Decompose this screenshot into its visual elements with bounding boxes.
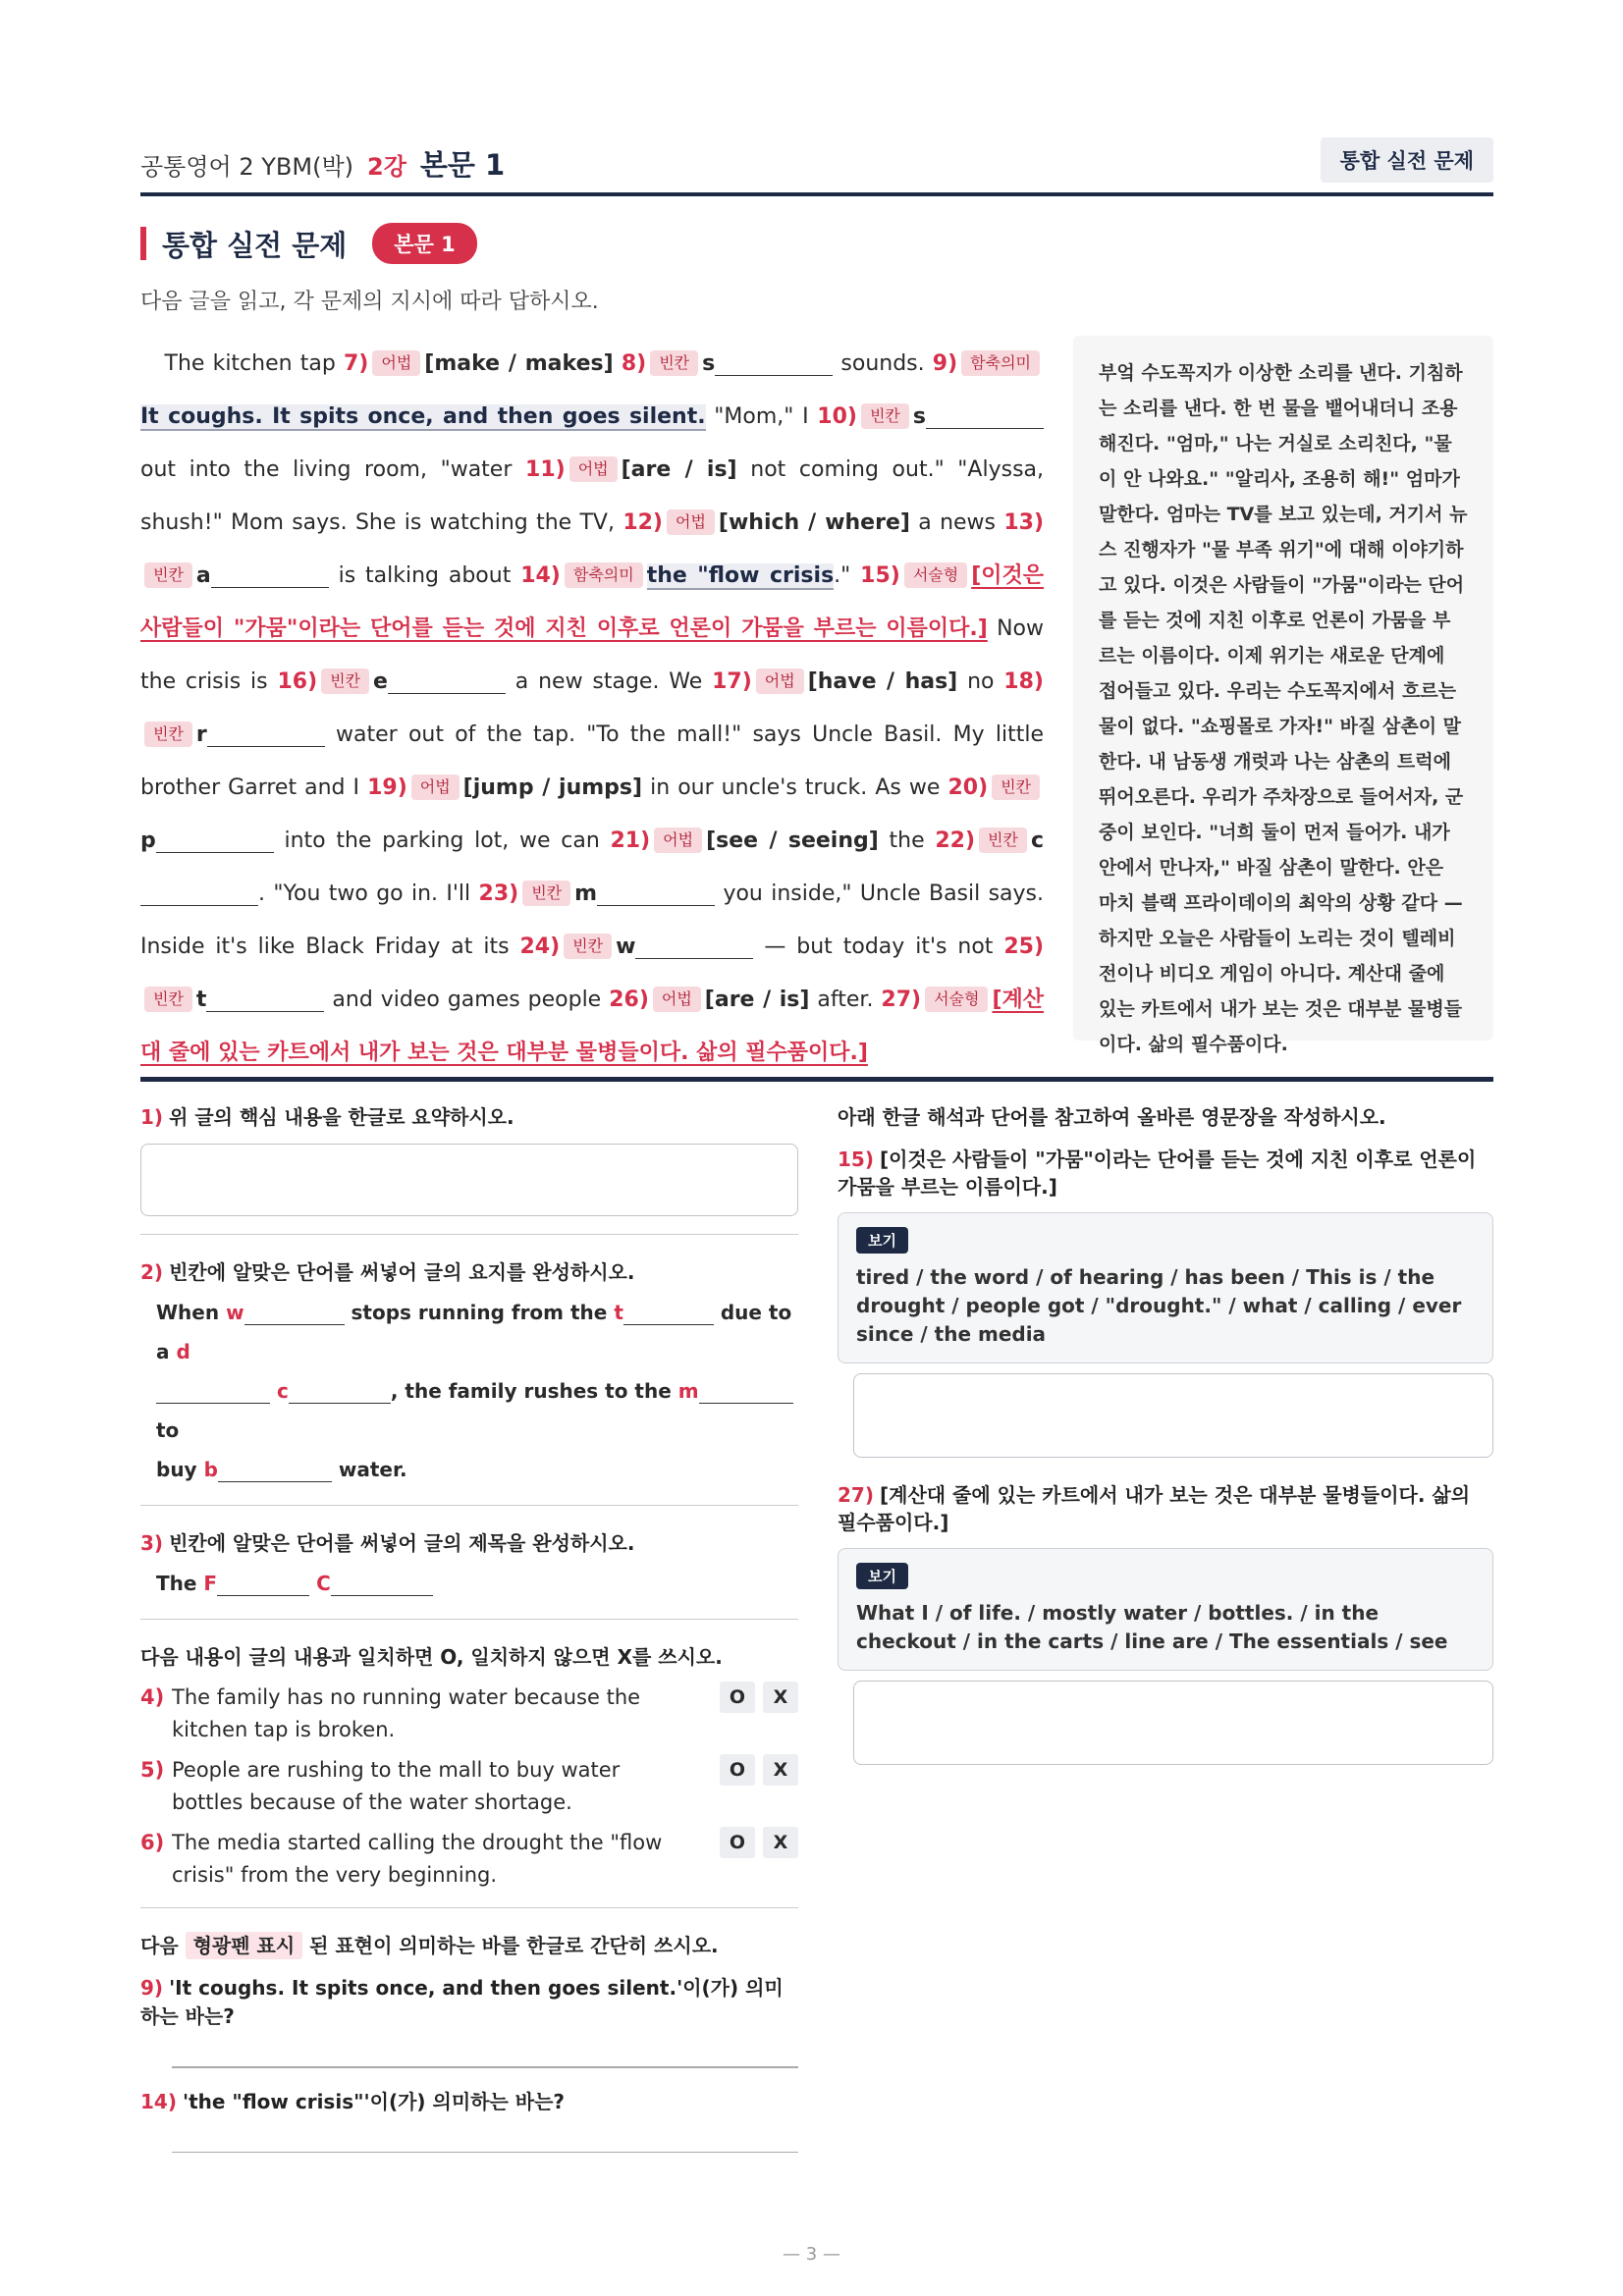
o-choice[interactable]: O bbox=[720, 1682, 755, 1713]
q-number: 22) bbox=[935, 828, 976, 853]
passage-segment: . "You two go in. I'll bbox=[258, 881, 471, 906]
q-number: 8) bbox=[621, 351, 647, 376]
ox-item-6 bbox=[140, 1827, 798, 1892]
answer-blank[interactable] bbox=[218, 1459, 332, 1482]
q-number: 23) bbox=[478, 881, 519, 906]
passage-segment: a news bbox=[918, 510, 996, 535]
grammar-tag: 어법 bbox=[569, 456, 618, 482]
ox-instruction: 다음 내용이 글의 내용과 일치하면 O, 일치하지 않으면 X를 쓰시오. bbox=[140, 1645, 723, 1669]
implied-tag: 함축의미 bbox=[565, 562, 643, 588]
grammar-choice: [are / is] bbox=[704, 988, 810, 1012]
blank-letter: F bbox=[203, 1572, 218, 1595]
part-title: 본문 1 bbox=[419, 148, 506, 182]
q-number: 9) bbox=[932, 351, 958, 376]
fill-word: When bbox=[156, 1301, 220, 1324]
q-number: 12) bbox=[622, 510, 663, 535]
answer-blank[interactable] bbox=[635, 937, 753, 959]
answer-blank[interactable] bbox=[207, 725, 325, 747]
ox-statement: People are rushing to the mall to buy water bottles because of the water shortage. bbox=[172, 1758, 621, 1814]
blank-tag: 빈칸 bbox=[992, 774, 1040, 800]
compose-instruction: 아래 한글 해석과 단어를 참고하여 올바른 영문장을 작성하시오. bbox=[838, 1105, 1386, 1129]
section-pill: 본문 1 bbox=[372, 223, 477, 264]
highlight-label: 형광펜 표시 bbox=[186, 1932, 303, 1959]
fill-word: due to a bbox=[156, 1301, 792, 1363]
ox-item-4 bbox=[140, 1682, 798, 1746]
blank-letter: b bbox=[203, 1458, 218, 1481]
passage-segment: Now the crisis is bbox=[140, 616, 1044, 694]
fill-word: to bbox=[156, 1418, 180, 1442]
grammar-choice: [make / makes] bbox=[424, 351, 614, 376]
answer-blank[interactable] bbox=[156, 1380, 270, 1404]
word-bank-15 bbox=[838, 1212, 1493, 1363]
grammar-choice: [see / seeing] bbox=[706, 828, 879, 853]
q-number: 14) bbox=[520, 563, 561, 588]
answer-blank[interactable] bbox=[597, 884, 715, 906]
instruction-text: 된 표현이 의미하는 바를 한글로 간단히 쓰시오. bbox=[309, 1934, 719, 1957]
answer-blank[interactable] bbox=[926, 407, 1044, 429]
question-2 bbox=[140, 1256, 798, 1285]
q-number: 1) bbox=[140, 1105, 164, 1129]
q-number: 17) bbox=[712, 669, 752, 694]
left-questions-column bbox=[140, 1101, 798, 2153]
bogi-label: 보기 bbox=[856, 1227, 908, 1254]
header-badge: 통합 실전 문제 bbox=[1321, 137, 1493, 183]
passage-segment: into the parking lot, we can bbox=[284, 828, 600, 853]
blank-letter: C bbox=[316, 1572, 331, 1595]
word-bank-words: tired / the word / of hearing / has been / This is / the drought / people got / "drought." / what / calling / ever since / the media bbox=[856, 1265, 1462, 1346]
korean-prompt: [계산대 줄에 있는 카트에서 내가 보는 것은 대부분 물병들이다. 삶의 필수품이다.] bbox=[140, 988, 1045, 1065]
passage-segment: sounds. bbox=[840, 351, 925, 376]
implied-tag: 함축의미 bbox=[961, 350, 1040, 376]
fill-word: water. bbox=[338, 1458, 407, 1481]
grammar-tag: 어법 bbox=[667, 509, 715, 535]
passage-segment: The kitchen tap bbox=[164, 351, 336, 376]
grammar-tag: 어법 bbox=[756, 668, 804, 694]
blank-tag: 빈칸 bbox=[144, 721, 192, 747]
blank-letter: c bbox=[276, 1379, 289, 1403]
word-bank-words: What I / of life. / mostly water / bottles. / in the checkout / in the carts / line are / The essentials / see bbox=[856, 1601, 1448, 1653]
answer-blank[interactable] bbox=[211, 566, 329, 588]
blank-tag: 빈칸 bbox=[564, 934, 612, 959]
section-instruction: 다음 글을 읽고, 각 문제의 지시에 따라 답하시오. bbox=[140, 290, 599, 314]
passage-segment: no bbox=[967, 669, 995, 694]
page-header bbox=[140, 137, 1493, 196]
answer-blank[interactable] bbox=[206, 990, 324, 1012]
q-number: 20) bbox=[947, 775, 989, 800]
divider bbox=[140, 1234, 798, 1235]
blank-letter: e bbox=[373, 669, 388, 694]
section-title bbox=[140, 224, 477, 263]
q-number: 27) bbox=[881, 988, 922, 1012]
question-text: 빈칸에 알맞은 단어를 써넣어 글의 요지를 완성하시오. bbox=[169, 1260, 635, 1284]
blank-letter: w bbox=[226, 1301, 244, 1324]
ox-item-5 bbox=[140, 1754, 798, 1819]
grammar-choice: [are / is] bbox=[621, 457, 737, 482]
question-text: [계산대 줄에 있는 카트에서 내가 보는 것은 대부분 물병들이다. 삶의 필수품이다.] bbox=[838, 1483, 1471, 1534]
q-number: 15) bbox=[860, 563, 900, 588]
grammar-tag: 어법 bbox=[372, 350, 420, 376]
q-number: 21) bbox=[610, 828, 651, 853]
answer-blank[interactable] bbox=[140, 884, 258, 906]
question-text: 'the "flow crisis"'이(가) 의미하는 바는? bbox=[182, 2089, 566, 2113]
highlighted-expression: It coughs. It spits once, and then goes silent. bbox=[140, 404, 706, 429]
question-15 bbox=[838, 1146, 1493, 1201]
blank-tag: 빈칸 bbox=[144, 562, 192, 588]
answer-line-9[interactable] bbox=[172, 2066, 798, 2068]
question-27 bbox=[838, 1481, 1493, 1536]
question-1 bbox=[140, 1101, 798, 1130]
header-title bbox=[140, 143, 505, 184]
blank-tag: 빈칸 bbox=[979, 828, 1027, 853]
passage-segment: in our uncle's truck. As we bbox=[650, 775, 941, 800]
q-number: 25) bbox=[1003, 934, 1045, 959]
passage-segment: and video games people bbox=[332, 988, 602, 1012]
passage-segment: — but today it's not bbox=[764, 934, 994, 959]
grammar-choice: [have / has] bbox=[807, 669, 958, 694]
fill-word: stops running from the bbox=[351, 1301, 608, 1324]
passage-segment: not coming out." "Alyssa, shush!" Mom says. She is watching the TV, bbox=[140, 457, 1045, 535]
passage-segment: water out of the tap. "To the mall!" says Uncle Basil. My little brother Garret and I bbox=[140, 722, 1044, 800]
o-choice[interactable]: O bbox=[720, 1754, 755, 1786]
q-number: 18) bbox=[1003, 669, 1044, 694]
o-choice[interactable]: O bbox=[720, 1827, 755, 1858]
fill-word: , the family rushes to the bbox=[390, 1379, 672, 1403]
q-number: 27) bbox=[838, 1483, 874, 1507]
answer-box-1[interactable] bbox=[140, 1144, 798, 1216]
answer-line-14[interactable] bbox=[172, 2152, 798, 2154]
answer-blank[interactable] bbox=[289, 1380, 391, 1404]
blank-tag: 빈칸 bbox=[650, 350, 698, 376]
q-number: 15) bbox=[838, 1148, 874, 1171]
passage-text bbox=[140, 338, 1044, 1080]
q-number: 13) bbox=[1003, 510, 1044, 535]
blank-letter: r bbox=[195, 722, 207, 747]
answer-blank[interactable] bbox=[331, 1573, 433, 1596]
divider bbox=[140, 1505, 798, 1506]
highlighted-expression: the "flow crisis bbox=[646, 563, 835, 588]
x-choice[interactable]: X bbox=[763, 1827, 798, 1858]
passage-segment: ." bbox=[834, 563, 851, 588]
answer-blank[interactable] bbox=[217, 1573, 309, 1596]
blank-letter: t bbox=[614, 1301, 623, 1324]
answer-box-15[interactable] bbox=[853, 1373, 1493, 1458]
q-number: 10) bbox=[817, 404, 857, 429]
divider bbox=[140, 1619, 798, 1620]
answer-blank[interactable] bbox=[699, 1380, 793, 1404]
divider bbox=[140, 1907, 798, 1908]
blank-letter: m bbox=[574, 881, 598, 906]
blank-tag: 빈칸 bbox=[522, 881, 570, 906]
blank-tag: 빈칸 bbox=[144, 987, 192, 1012]
grammar-tag: 어법 bbox=[654, 828, 702, 853]
gist-fill-in bbox=[140, 1293, 798, 1489]
blank-letter: s bbox=[702, 351, 716, 376]
bogi-label: 보기 bbox=[856, 1563, 908, 1589]
q-number: 11) bbox=[525, 457, 566, 482]
blank-letter: t bbox=[195, 988, 207, 1012]
section-title-text: 통합 실전 문제 bbox=[162, 228, 348, 262]
subject-name: 공통영어 2 YBM(박) bbox=[140, 153, 354, 181]
lesson-number: 2강 bbox=[367, 153, 406, 181]
grammar-choice: [jump / jumps] bbox=[462, 775, 643, 800]
descriptive-tag: 서술형 bbox=[904, 562, 967, 588]
grammar-tag: 어법 bbox=[411, 774, 460, 800]
passage-segment: is talking about bbox=[338, 563, 512, 588]
passage-segment: the bbox=[889, 828, 925, 853]
answer-blank[interactable] bbox=[715, 354, 833, 376]
question-text: 위 글의 핵심 내용을 한글로 요약하시오. bbox=[169, 1105, 514, 1129]
passage-segment: you inside," Uncle Basil says. Inside it's like Black Friday at its bbox=[140, 881, 1045, 959]
blank-tag: 빈칸 bbox=[321, 668, 369, 694]
question-text: 빈칸에 알맞은 단어를 써넣어 글의 제목을 완성하시오. bbox=[169, 1531, 635, 1555]
blank-letter: s bbox=[912, 404, 926, 429]
answer-blank[interactable] bbox=[623, 1302, 714, 1325]
q-number: 6) bbox=[140, 1831, 165, 1854]
question-14 bbox=[140, 2086, 798, 2114]
q-number: 16) bbox=[277, 669, 318, 694]
descriptive-tag: 서술형 bbox=[925, 987, 988, 1012]
blank-letter: p bbox=[140, 828, 156, 853]
q-number: 5) bbox=[140, 1758, 165, 1782]
answer-box-27[interactable] bbox=[853, 1681, 1493, 1765]
ox-statement: The media started calling the drought the "flow crisis" from the very beginning. bbox=[172, 1831, 663, 1887]
blank-letter: c bbox=[1030, 828, 1044, 853]
passage-segment: a new stage. We bbox=[514, 669, 703, 694]
q-number: 3) bbox=[140, 1531, 164, 1555]
korean-translation-box: 부엌 수도꼭지가 이상한 소리를 낸다. 기침하는 소리를 낸다. 한 번 물을 뱉어내더니 조용해진다. "엄마," 나는 거실로 소리친다, "물이 안 나와요." "알리사, 조용히 해!" 엄마가 말한다. 엄마는 TV를 보고 있는데, 거기서 뉴스 진행자가 "물 부족 위기"에 대해 이야기하고 있다. 이것은 사람들이 "가뭄"이라는 단어를 듣는 것에 지친 이후로 언론이 가뭄을 부르는 이름이다. 이제 위기는 새로운 단계에 접어들고 있다. 우리는 수도꼭지에서 흐르는 물이 없다. "쇼핑몰로 가자!" 바질 삼촌이 말한다. 내 남동생 개럿과 나는 삼촌의 트럭에 뛰어오른다. 우리가 주차장으로 들어서자, 군중이 보인다. "너희 둘이 먼저 들어가. 내가 안에서 만나자," 바질 삼촌이 말한다. 안은 마치 블랙 프라이데이의 최악의 상황 같다 — 하지만 오늘은 사람들이 노리는 것이 텔레비전이나 비디오 게임이 아니다. 계산대 줄에 있는 카트에서 내가 보는 것은 대부분 물병들이다. 삶의 필수품이다. bbox=[1073, 336, 1493, 1041]
q-number: 4) bbox=[140, 1685, 165, 1709]
blank-letter: m bbox=[677, 1379, 699, 1403]
grammar-choice: [which / where] bbox=[718, 510, 910, 535]
section-accent-bar bbox=[140, 227, 146, 260]
passage-segment: "Mom," I bbox=[714, 404, 809, 429]
blank-tag: 빈칸 bbox=[861, 403, 909, 429]
page-number: — 3 — bbox=[783, 2244, 840, 2265]
question-3 bbox=[140, 1527, 798, 1556]
fill-word: buy bbox=[156, 1458, 197, 1481]
passage-segment: after. bbox=[817, 988, 874, 1012]
passage-segment: out into the living room, "water bbox=[140, 457, 513, 482]
blank-letter: a bbox=[195, 563, 211, 588]
ox-list bbox=[140, 1682, 798, 1892]
x-choice[interactable]: X bbox=[763, 1682, 798, 1713]
q-number: 7) bbox=[343, 351, 369, 376]
section-divider bbox=[140, 1077, 1493, 1082]
question-9 bbox=[140, 1972, 798, 2029]
answer-blank[interactable] bbox=[388, 672, 506, 694]
q-number: 2) bbox=[140, 1260, 164, 1284]
answer-blank[interactable] bbox=[156, 831, 274, 853]
q-number: 9) bbox=[140, 1976, 164, 2000]
meaning-instruction bbox=[140, 1930, 798, 1958]
right-questions-column bbox=[838, 1101, 1493, 1765]
q-number: 24) bbox=[519, 934, 561, 959]
ox-statement: The family has no running water because the kitchen tap is broken. bbox=[172, 1685, 641, 1741]
korean-prompt: [이것은 사람들이 "가뭄"이라는 단어를 듣는 것에 지친 이후로 언론이 가뭄을 부르는 이름이다.] bbox=[140, 563, 1044, 641]
blank-letter: w bbox=[616, 934, 636, 959]
question-text: 'It coughs. It spits once, and then goes silent.'이(가) 의미하는 바는? bbox=[140, 1976, 784, 2028]
title-fill-in bbox=[140, 1564, 798, 1603]
fill-word: The bbox=[156, 1572, 197, 1595]
blank-letter: d bbox=[176, 1340, 190, 1363]
q-number: 14) bbox=[140, 2089, 177, 2113]
answer-blank[interactable] bbox=[244, 1302, 345, 1325]
q-number: 19) bbox=[367, 775, 407, 800]
instruction-text: 다음 bbox=[140, 1934, 179, 1957]
grammar-tag: 어법 bbox=[653, 987, 701, 1012]
x-choice[interactable]: X bbox=[763, 1754, 798, 1786]
word-bank-27 bbox=[838, 1548, 1493, 1671]
q-number: 26) bbox=[609, 988, 649, 1012]
question-text: [이것은 사람들이 "가뭄"이라는 단어를 듣는 것에 지친 이후로 언론이 가뭄을 부르는 이름이다.] bbox=[838, 1148, 1477, 1199]
